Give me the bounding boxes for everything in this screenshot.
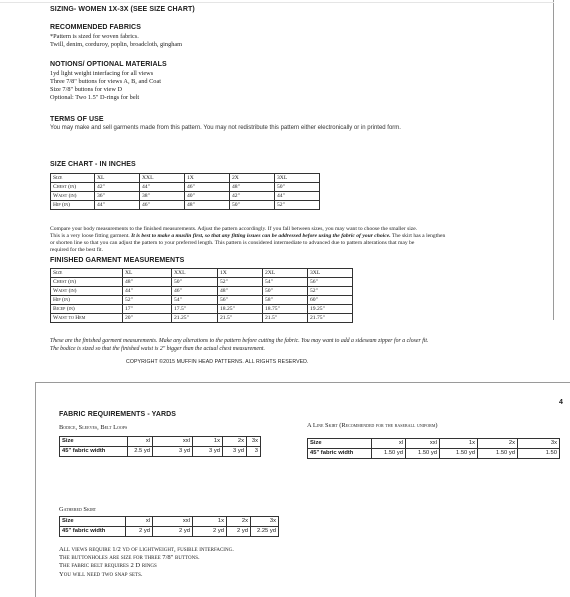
copyright-text: COPYRIGHT ©2015 MUFFIN HEAD PATTERNS. ALL RIGHTS RESERVED. bbox=[126, 359, 309, 365]
table-cell: 3XL bbox=[308, 269, 353, 278]
table-cell: XL bbox=[95, 174, 140, 183]
table-cell: Size bbox=[60, 517, 126, 527]
table-cell: 1.50 bbox=[518, 449, 560, 459]
table-cell: XXL bbox=[140, 174, 185, 183]
table-row bbox=[51, 174, 320, 183]
table-cell: 3 bbox=[247, 447, 261, 457]
table-cell: 50" bbox=[275, 183, 320, 192]
table-cell: 52" bbox=[275, 201, 320, 210]
table-cell: Size bbox=[60, 437, 128, 447]
table-cell: xxl bbox=[153, 437, 193, 447]
table-cell: Size bbox=[51, 174, 95, 183]
table-cell: 3x bbox=[247, 437, 261, 447]
table-cell: xl bbox=[126, 517, 153, 527]
compare-text-line: or shorten line so that you can adjust the pattern to your preferred length. This pattern is considered intermediate to advanced due to pattern alterations that may be bbox=[50, 240, 415, 246]
table-cell: 46" bbox=[172, 287, 218, 296]
table-cell: xl bbox=[128, 437, 153, 447]
table-row bbox=[308, 449, 560, 459]
table-cell: 2x bbox=[227, 517, 251, 527]
sizing-heading: SIZING- WOMEN 1X-3X (SEE SIZE CHART) bbox=[50, 6, 195, 13]
table-cell: XL bbox=[123, 269, 172, 278]
table-row bbox=[60, 447, 261, 457]
table-cell: 54" bbox=[172, 296, 218, 305]
table-cell: 50" bbox=[172, 278, 218, 287]
table-cell: xl bbox=[372, 439, 406, 449]
table-cell: 44" bbox=[275, 192, 320, 201]
table-cell: 18.25" bbox=[218, 305, 263, 314]
table-cell: 1x bbox=[440, 439, 478, 449]
table-row bbox=[308, 439, 560, 449]
table-cell: 1X bbox=[185, 174, 230, 183]
table-cell: 1x bbox=[193, 517, 227, 527]
table-cell: xxl bbox=[406, 439, 440, 449]
finished-note: The bodice is sized so that the finished waist is 2" bigger than the actual chest measurement. bbox=[50, 346, 265, 352]
table-cell: 44" bbox=[123, 287, 172, 296]
page-edge-line bbox=[553, 0, 554, 320]
table-cell: 45" fabric width bbox=[308, 449, 372, 459]
finished-heading: FINISHED GARMENT MEASUREMENTS bbox=[50, 257, 185, 264]
table-cell: 36" bbox=[95, 192, 140, 201]
table-cell: 1X bbox=[218, 269, 263, 278]
table-cell: 52" bbox=[308, 287, 353, 296]
table-cell: 1x bbox=[193, 437, 223, 447]
table-cell: 44" bbox=[140, 183, 185, 192]
fabrics-line: *Pattern is sized for woven fabrics. bbox=[50, 33, 139, 40]
table-cell: 46" bbox=[185, 183, 230, 192]
table-cell: 2 yd bbox=[227, 527, 251, 537]
table-cell: 52" bbox=[123, 296, 172, 305]
table-row bbox=[51, 269, 353, 278]
table-cell: 44" bbox=[95, 201, 140, 210]
table-cell: 1.50 yd bbox=[440, 449, 478, 459]
table-cell: 42" bbox=[230, 192, 275, 201]
table-cell: 2x bbox=[478, 439, 518, 449]
table-row bbox=[51, 296, 353, 305]
page-top-line bbox=[0, 2, 554, 3]
table-cell: 2x bbox=[223, 437, 247, 447]
size-chart-heading: SIZE CHART - IN INCHES bbox=[50, 161, 136, 168]
gathered-skirt-heading: Gathered Skirt bbox=[59, 506, 97, 513]
table-row bbox=[60, 517, 279, 527]
fabrics-heading: RECOMMENDED FABRICS bbox=[50, 24, 141, 31]
terms-heading: TERMS OF USE bbox=[50, 116, 104, 123]
note-line: All views require 1/2 yd of lightweight, fusible interfacing. bbox=[59, 546, 234, 553]
notions-line: Optional: Two 1.5" D-rings for belt bbox=[50, 94, 140, 101]
table-cell: 2 yd bbox=[126, 527, 153, 537]
table-cell: Size bbox=[51, 269, 123, 278]
table-cell: 21.5" bbox=[218, 314, 263, 323]
bodice-fabric-table bbox=[59, 436, 261, 457]
table-cell: 2 yd bbox=[153, 527, 193, 537]
table-cell: 1.50 yd bbox=[478, 449, 518, 459]
table-cell: 2 yd bbox=[193, 527, 227, 537]
table-cell: 52" bbox=[218, 278, 263, 287]
table-cell: 3x bbox=[251, 517, 279, 527]
notions-heading: NOTIONS/ OPTIONAL MATERIALS bbox=[50, 61, 167, 68]
table-cell: 3 yd bbox=[153, 447, 193, 457]
page-number: 4 bbox=[559, 399, 563, 406]
size-chart-table bbox=[50, 173, 320, 210]
table-cell: 48" bbox=[185, 201, 230, 210]
table-cell: 3 yd bbox=[193, 447, 223, 457]
table-cell: 2.25 yd bbox=[251, 527, 279, 537]
table-cell: 58" bbox=[263, 296, 308, 305]
table-cell: 19.25" bbox=[308, 305, 353, 314]
compare-text-segment: This is a very loose fitting garment. bbox=[50, 233, 132, 239]
finished-measurements-table bbox=[50, 268, 353, 323]
table-cell: 3x bbox=[518, 439, 560, 449]
note-line: The buttonholes are size for three 7/8" buttons. bbox=[59, 554, 200, 562]
compare-text-segment: The skirt has a lengthen bbox=[390, 233, 446, 239]
notions-line: Size 7/8" buttons for view D bbox=[50, 86, 123, 93]
table-cell: 21.75" bbox=[308, 314, 353, 323]
table-row bbox=[51, 287, 353, 296]
notes-block bbox=[59, 546, 234, 579]
table-cell: Waist (in) bbox=[51, 287, 123, 296]
compare-text-emphasis: It is best to make a muslin first, so that any fitting issues can be addressed before using the fabric of your choice. bbox=[131, 233, 391, 239]
finished-note: These are the finished garment measurements. Make any alterations to the pattern before cutting the fabric. You may want to add a sideseam zipper for a closer fit. bbox=[50, 338, 429, 344]
table-cell: 3 yd bbox=[223, 447, 247, 457]
table-row bbox=[51, 183, 320, 192]
table-cell: Bicep (in) bbox=[51, 305, 123, 314]
table-cell: 60" bbox=[308, 296, 353, 305]
table-cell: 2.5 yd bbox=[128, 447, 153, 457]
table-cell: 50" bbox=[230, 201, 275, 210]
table-cell: Size bbox=[308, 439, 372, 449]
aline-fabric-table bbox=[307, 438, 560, 459]
table-cell: 18.75" bbox=[263, 305, 308, 314]
table-cell: Waist (in) bbox=[51, 192, 95, 201]
pattern-page-4 bbox=[0, 382, 570, 597]
table-cell: 2X bbox=[230, 174, 275, 183]
table-cell: Waist to Hem bbox=[51, 314, 123, 323]
table-cell: 46" bbox=[140, 201, 185, 210]
table-row bbox=[51, 314, 353, 323]
table-cell: 17.5" bbox=[172, 305, 218, 314]
table-cell: 45" fabric width bbox=[60, 447, 128, 457]
compare-text-line: required for the best fit. bbox=[50, 247, 103, 253]
table-cell: 1.50 yd bbox=[372, 449, 406, 459]
compare-text-line: Compare your body measurements to the finished measurements. Adjust the pattern accordingly. If you fall between sizes, you may want to choose the smaller size. bbox=[50, 226, 418, 232]
page-edge-line bbox=[35, 382, 36, 597]
table-row bbox=[60, 437, 261, 447]
notions-line: Three 7/8" buttons for views A, B, and Coat bbox=[50, 78, 162, 85]
note-line: You will need two snap sets. bbox=[59, 570, 143, 578]
table-cell: Chest (in) bbox=[51, 183, 95, 192]
table-cell: 45" fabric width bbox=[60, 527, 126, 537]
table-row bbox=[51, 278, 353, 287]
table-cell: 42" bbox=[95, 183, 140, 192]
fabrics-line: Twill, denim, corduroy, poplin, broadcloth, gingham bbox=[50, 41, 183, 48]
table-cell: 21.5" bbox=[263, 314, 308, 323]
table-row bbox=[51, 192, 320, 201]
notions-line: 1yd light weight interfacing for all views bbox=[50, 70, 154, 77]
table-cell: 20" bbox=[123, 314, 172, 323]
table-cell: 2XL bbox=[263, 269, 308, 278]
table-cell: 1.50 yd bbox=[406, 449, 440, 459]
gathered-fabric-table bbox=[59, 516, 279, 537]
table-cell: 48" bbox=[230, 183, 275, 192]
table-cell: 21.25" bbox=[172, 314, 218, 323]
table-cell: 40" bbox=[185, 192, 230, 201]
table-row bbox=[51, 201, 320, 210]
table-cell: 54" bbox=[263, 278, 308, 287]
page-top-line bbox=[35, 382, 570, 383]
table-cell: 48" bbox=[123, 278, 172, 287]
table-cell: 50" bbox=[263, 287, 308, 296]
table-cell: 3XL bbox=[275, 174, 320, 183]
table-cell: 38" bbox=[140, 192, 185, 201]
table-cell: Chest (in) bbox=[51, 278, 123, 287]
table-row bbox=[51, 305, 353, 314]
table-cell: 48" bbox=[218, 287, 263, 296]
aline-skirt-heading: A Line Skirt (Recommended for the baseball uniform) bbox=[307, 422, 438, 429]
table-cell: Hip (in) bbox=[51, 201, 95, 210]
table-cell: 17" bbox=[123, 305, 172, 314]
table-cell: XXL bbox=[172, 269, 218, 278]
table-row bbox=[60, 527, 279, 537]
bodice-heading: Bodice, Sleeves, Belt Loops bbox=[59, 424, 128, 431]
table-cell: 56" bbox=[218, 296, 263, 305]
note-line: The fabric belt requires 2 D rings bbox=[59, 562, 157, 570]
table-cell: xxl bbox=[153, 517, 193, 527]
fabric-requirements-heading: FABRIC REQUIREMENTS - YARDS bbox=[59, 411, 177, 418]
table-cell: Hip (in) bbox=[51, 296, 123, 305]
table-cell: 56" bbox=[308, 278, 353, 287]
terms-text: You may make and sell garments made from this pattern. You may not redistribute this pattern either electronically or in printed form. bbox=[50, 125, 401, 131]
